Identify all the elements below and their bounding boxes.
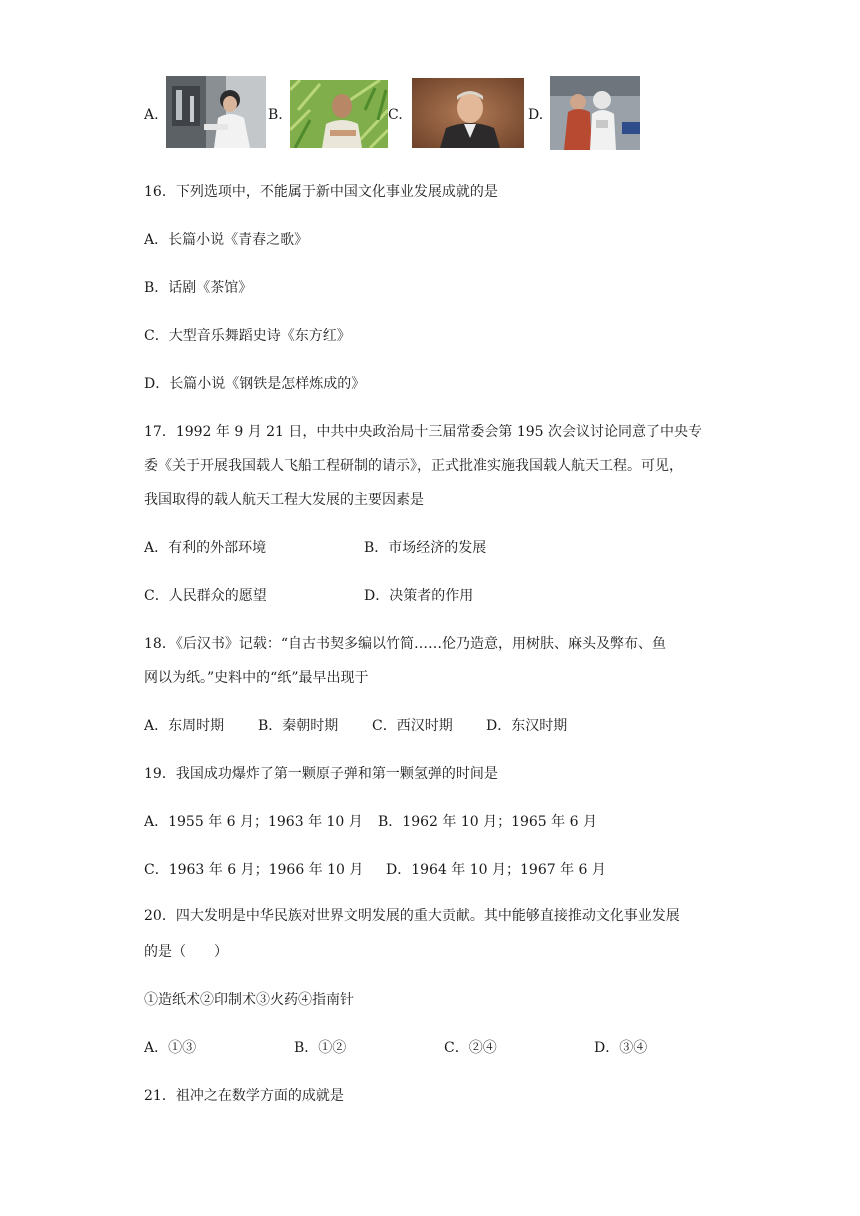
q20-stem-line-1: 20．四大发明是中华民族对世界文明发展的重大贡献。其中能够直接推动文化事业发展 <box>144 908 680 924</box>
q15-option-c-photo <box>412 78 524 148</box>
q17-stem-line-1: 17．1992 年 9 月 21 日，中共中央政治局十三届常委会第 195 次会议讨论同意了中央专 <box>144 424 703 440</box>
q18-stem-line-2: 网以为纸。”史料中的“纸”最早出现于 <box>144 670 369 686</box>
q20-option-d[interactable]: D．③④ <box>594 1040 648 1056</box>
q18-option-b[interactable]: B．秦朝时期 <box>258 718 339 734</box>
q17-option-c[interactable]: C．人民群众的愿望 <box>144 588 267 604</box>
q17-option-b[interactable]: B．市场经济的发展 <box>364 540 487 556</box>
q19-option-a[interactable]: A．1955 年 6 月；1963 年 10 月 <box>144 814 363 830</box>
q16-option-b[interactable]: B．话剧《茶馆》 <box>144 280 253 296</box>
q19-stem: 19．我国成功爆炸了第一颗原子弹和第一颗氢弹的时间是 <box>144 766 498 782</box>
q17-stem-line-3: 我国取得的载人航天工程大发展的主要因素是 <box>144 492 424 508</box>
q18-option-a[interactable]: A．东周时期 <box>144 718 225 734</box>
q18-stem-line-1: 18．《后汉书》记载：“自古书契多编以竹简……伦乃造意，用树肤、麻头及弊布、鱼 <box>144 636 666 652</box>
q18-option-d[interactable]: D．东汉时期 <box>486 718 568 734</box>
q15-option-b-label: B. <box>268 107 283 123</box>
q16-option-a[interactable]: A．长篇小说《青春之歌》 <box>144 232 309 248</box>
q20-option-c[interactable]: C．②④ <box>444 1040 497 1056</box>
q15-option-d-photo <box>550 76 640 150</box>
q15-option-a-photo <box>166 76 266 148</box>
q20-stem-line-2: 的是（ ） <box>144 944 228 960</box>
q17-stem-line-2: 委《关于开展我国载人飞船工程研制的请示》，正式批准实施我国载人航天工程。可见， <box>144 458 683 474</box>
q15-option-c-label: C. <box>388 107 403 123</box>
q16-option-c[interactable]: C．大型音乐舞蹈史诗《东方红》 <box>144 328 351 344</box>
q17-option-a[interactable]: A．有利的外部环境 <box>144 540 267 556</box>
q15-option-b-photo <box>290 80 388 148</box>
q20-option-b[interactable]: B．①② <box>294 1040 347 1056</box>
q16-stem: 16．下列选项中，不能属于新中国文化事业发展成就的是 <box>144 184 498 200</box>
q19-option-c[interactable]: C．1963 年 6 月；1966 年 10 月 <box>144 862 364 878</box>
q19-option-d[interactable]: D．1964 年 10 月；1967 年 6 月 <box>386 862 606 878</box>
q15-option-d-label: D. <box>528 107 544 123</box>
q20-items: ①造纸术②印制术③火药④指南针 <box>144 992 354 1008</box>
q17-option-d[interactable]: D．决策者的作用 <box>364 588 474 604</box>
q19-option-b[interactable]: B．1962 年 10 月；1965 年 6 月 <box>378 814 597 830</box>
q15-option-a-label: A. <box>144 107 159 123</box>
q16-option-d[interactable]: D．长篇小说《钢铁是怎样炼成的》 <box>144 376 366 392</box>
q21-stem: 21．祖冲之在数学方面的成就是 <box>144 1088 344 1104</box>
q20-option-a[interactable]: A．①③ <box>144 1040 197 1056</box>
q18-option-c[interactable]: C．西汉时期 <box>372 718 453 734</box>
